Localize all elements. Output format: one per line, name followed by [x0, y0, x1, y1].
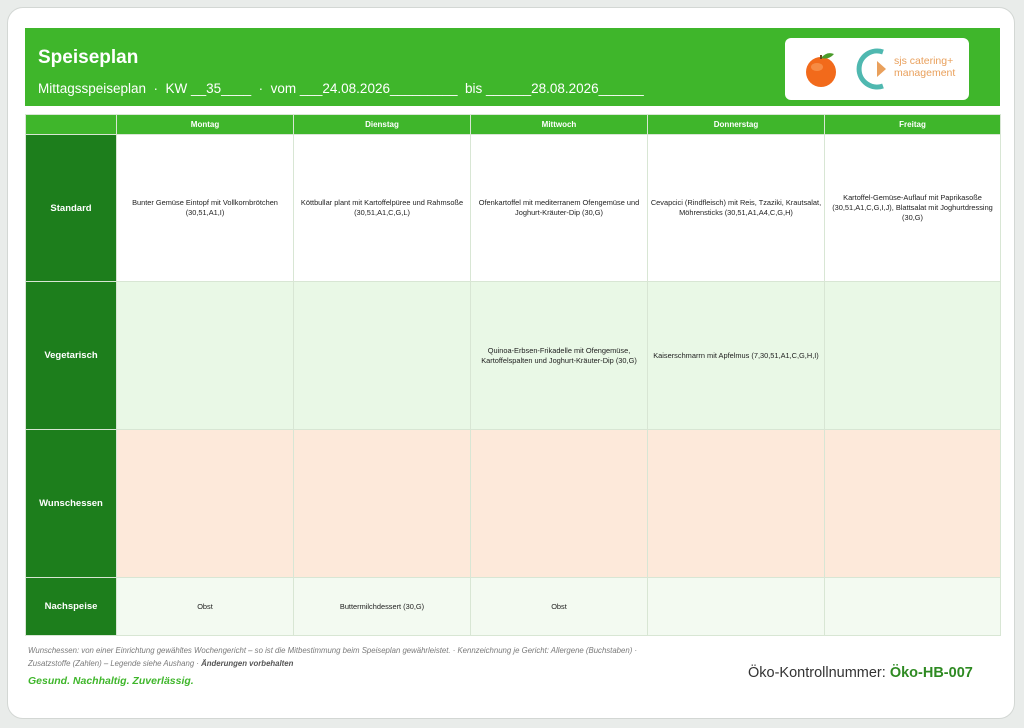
row-label-nachspeise: Nachspeise — [26, 578, 117, 636]
oeko-label: Öko-Kontrollnummer: — [748, 665, 890, 681]
menu-cell: Bunter Gemüse Eintopf mit Vollkornbrötchen (30,51,A1,I) — [117, 135, 294, 282]
menu-cell — [648, 578, 825, 636]
menu-cell: Quinoa-Erbsen-Frikadelle mit Ofengemüse, Kartoffelspalten und Joghurt-Kräuter-Dip (30,G) — [471, 282, 648, 430]
footnote-changes: Änderungen vorbehalten — [201, 659, 294, 668]
slogan: Gesund. Nachhaltig. Zuverlässig. — [28, 675, 194, 687]
menu-cell — [648, 430, 825, 578]
menu-cell: Köttbullar plant mit Kartoffelpüree und Rahmsoße (30,51,A1,C,G,L) — [294, 135, 471, 282]
menu-cell — [825, 282, 1001, 430]
menu-cell: Kartoffel-Gemüse-Auflauf mit Paprikasoße (30,51,A1,C,G,I,J), Blattsalat mit Joghurtdressing (30,G) — [825, 135, 1001, 282]
footnote-text: Wunschessen: von einer Einrichtung gewähltes Wochengericht – so ist die Mitbestimmung beim Speiseplan gewährleistet. · Kennzeichnung je Gericht: Allergene (Buchstaben) · Zusatzstoffe (Zahlen) – Legende siehe Aushang · — [28, 646, 638, 668]
logo-box — [785, 38, 969, 100]
menu-cell: Ofenkartoffel mit mediterranem Ofengemüse und Joghurt-Kräuter-Dip (30,G) — [471, 135, 648, 282]
row-label-standard: Standard — [26, 135, 117, 282]
menu-cell — [117, 282, 294, 430]
menu-cell — [471, 430, 648, 578]
day-header-donnerstag: Donnerstag — [648, 115, 825, 135]
table-row-vegetarisch — [26, 282, 1001, 430]
menu-cell — [117, 430, 294, 578]
menu-cell: Obst — [117, 578, 294, 636]
menu-cell: Buttermilchdessert (30,G) — [294, 578, 471, 636]
orange-fruit-icon — [803, 50, 839, 88]
row-label-wunschessen: Wunschessen — [26, 430, 117, 578]
footnote — [28, 644, 668, 670]
menu-cell — [825, 578, 1001, 636]
table-corner — [26, 115, 117, 135]
brand-line-1: sjs catering+ — [894, 55, 954, 67]
menu-cell — [294, 430, 471, 578]
oeko-control-number — [748, 665, 973, 681]
brand-name — [894, 55, 955, 79]
menu-cell: Cevapcici (Rindfleisch) mit Reis, Tzaziki, Krautsalat, Möhrensticks (30,51,A1,A4,C,G,H) — [648, 135, 825, 282]
menu-cell: Kaiserschmarrn mit Apfelmus (7,30,51,A1,C,G,H,I) — [648, 282, 825, 430]
table-row-nachspeise — [26, 578, 1001, 636]
day-header-mittwoch: Mittwoch — [471, 115, 648, 135]
header-banner — [25, 28, 1000, 106]
menu-cell: Obst — [471, 578, 648, 636]
table-row-wunschessen — [26, 430, 1001, 578]
menu-cell — [825, 430, 1001, 578]
week-subtitle: Mittagsspeiseplan · KW __35____ · vom ___24.08.2026_________ bis ______28.08.2026______ — [38, 81, 644, 96]
row-label-vegetarisch: Vegetarisch — [26, 282, 117, 430]
brand-line-2: management — [894, 67, 956, 79]
oeko-value: Öko-HB-007 — [889, 665, 973, 681]
day-header-dienstag: Dienstag — [294, 115, 471, 135]
day-header-montag: Montag — [117, 115, 294, 135]
menu-cell — [294, 282, 471, 430]
page-title: Speiseplan — [38, 47, 139, 68]
sjs-logo-mark-icon — [853, 46, 891, 92]
table-row-standard — [26, 135, 1001, 282]
day-header-freitag: Freitag — [825, 115, 1001, 135]
menu-table — [25, 114, 1000, 636]
